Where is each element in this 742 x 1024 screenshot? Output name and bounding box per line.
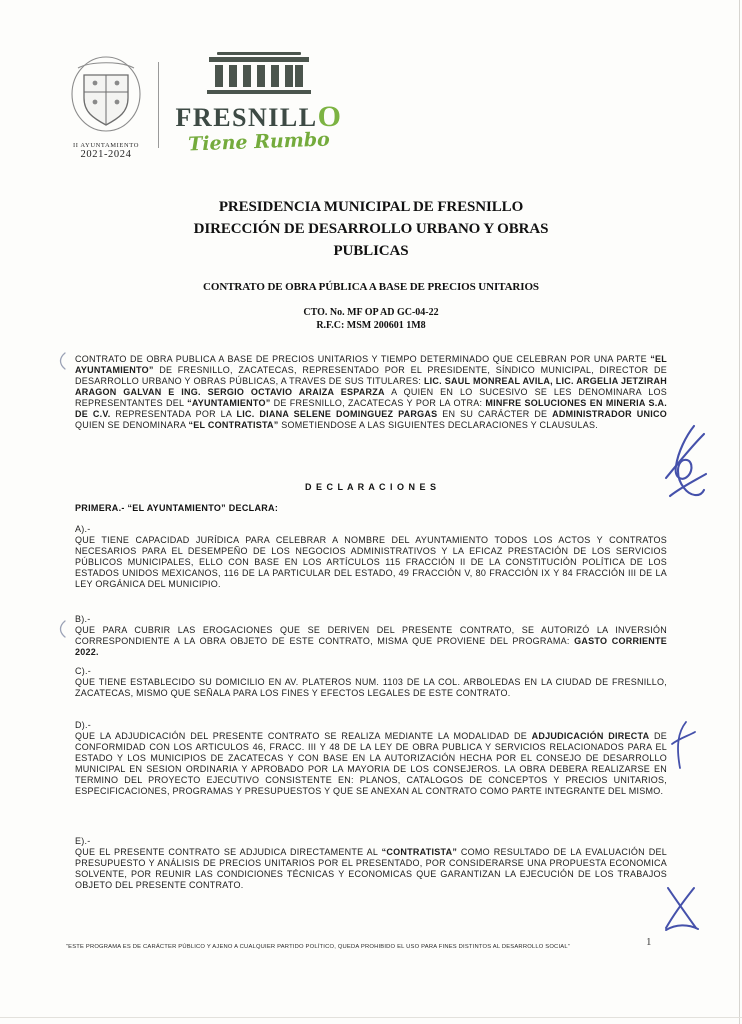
clause-b-text: QUE PARA CUBRIR LAS EROGACIONES QUE SE DERIVEN DEL PRESENTE CONTRATO, SE AUTORIZÓ LA INVERSIÓN CORRESPONDIENTE A LA OBRA OBJETO DE ESTE CONTRATO, MISMA QUE PROVIENE DEL PROGRAMA: GASTO CORRIENTE 2022. [75, 625, 668, 657]
title-line-1: PRESIDENCIA MUNICIPAL DE FRESNILLO [218, 199, 524, 215]
page-number: 1 [646, 936, 652, 948]
scan-edge-artifact [0, 1017, 742, 1018]
fresnillo-wordmark-main: FRESNILL [175, 103, 318, 132]
clause-e-text: QUE EL PRESENTE CONTRATO SE ADJUDICA DIRECTAMENTE AL “CONTRATISTA” COMO RESULTADO DE LA EVALUACIÓN DEL PRESUPUESTO Y ANÁLISIS DE PRECIOS UNITARIOS POR EL PRESENTADO, POR CONSIDERARSE UNA PROPUESTA ECONOMICA SOLVENTE, POR REUNIR LAS CONDICIONES TÉCNICAS Y ECONOMICAS QUE GARANTIZAN LA EJECUCIÓN DE LOS TRABAJOS OBJETO DEL PRESENTE CONTRATO. [75, 847, 668, 890]
title-line-3: PUBLICAS [333, 243, 409, 259]
clause-e [75, 836, 667, 891]
clause-b-label: B).- [75, 614, 91, 624]
clause-c-label: C).- [75, 666, 91, 676]
clause-d-text: QUE LA ADJUDICACIÓN DEL PRESENTE CONTRATO SE REALIZA MEDIANTE LA MODALIDAD DE ADJUDICACIÓN DIRECTA DE CONFORMIDAD CON LOS ARTICULOS 46, FRACC. III Y 48 DE LA LEY DE OBRA PUBLICA Y SERVICIOS RELACIONADOS PARA EL ESTADO Y LOS MUNICIPIOS DE ZACATECAS Y CON BASE EN LA AUTORIZACIÓN HECHA POR EL CONSEJO DE DESARROLLO MUNICIPAL EN SESION ORDINARIA Y APROBADO POR LA MAYORIA DE LOS CONSEJEROS. LA OBRA DEBERA REALIZARSE EN TERMINO DEL PROYECTO EJECUTIVO CONSISTENTE EN: PLANOS, CATALOGOS DE CONCEPTOS Y PRECIOS UNITARIOS, ESPECIFICACIONES, PROGRAMAS Y PRESUPUESTOS Y QUE SE ANEXAN AL CONTRATO COMO PARTE INTEGRANTE DEL MISMO. [75, 731, 667, 796]
clause-a-text: QUE TIENE CAPACIDAD JURÍDICA PARA CELEBRAR A NOMBRE DEL AYUNTAMIENTO TODOS LOS ACTOS Y CONTRATOS NECESARIOS PARA EL DESEMPEÑO DE LOS NEGOCIOS ADMINISTRATIVOS Y LA EFICAZ PRESTACIÓN DE LOS SERVICIOS PÚBLICOS MUNICIPALES, ELLO CON BASE EN LOS ARTÍCULOS 115 FRACCIÓN II DE LA CONSTITUCIÓN POLÍTICA DE LOS ESTADOS UNIDOS MEXICANOS, 116 DE LA PARTICULAR DEL ESTADO, 49 FRACCIÓN V, 80 FRACCIÓN IX Y 84 FRACCIÓN III DE LA LEY ORGÁNICA DEL MUNICIPIO. [75, 535, 667, 589]
contract-subtitle: CONTRATO DE OBRA PÚBLICA A BASE DE PRECIOS UNITARIOS [203, 281, 539, 293]
clause-d [75, 720, 667, 797]
clause-d-label: D).- [75, 720, 91, 730]
fresnillo-logo [170, 52, 348, 156]
fresnillo-wordmark [170, 100, 348, 133]
fresnillo-tagline: Tiene Rumbo [187, 128, 331, 156]
shield-icon [69, 56, 143, 134]
document-title [0, 196, 742, 262]
pen-parenthesis-mark-icon [56, 619, 68, 639]
footer-disclaimer: “ESTE PROGRAMA ES DE CARÁCTER PÚBLICO Y AJENO A CUALQUIER PARTIDO POLÍTICO, QUEDA PROHIBIDO EL USO PARA FINES DISTINTOS AL DESARROLLO SOCIAL” [66, 944, 570, 950]
contract-rfc: R.F.C: MSM 200601 1M8 [316, 320, 426, 331]
primera-heading: PRIMERA.- “EL AYUNTAMIENTO” DECLARA: [75, 503, 279, 513]
contract-number: CTO. No. MF OP AD GC-04-22 [303, 307, 439, 318]
intro-paragraph: CONTRATO DE OBRA PUBLICA A BASE DE PRECIOS UNITARIOS Y TIEMPO DETERMINADO QUE CELEBRAN POR UNA PARTE “EL AYUNTAMIENTO” DE FRESNILLO, ZACATECAS, REPRESENTADO POR EL PRESIDENTE, SÍNDICO MUNICIPAL, DIRECTOR DE DESARROLLO URBANO Y OBRAS PÚBLICAS, A TRAVES DE SUS TITULARES: LIC. SAUL MONREAL AVILA, LIC. ARGELIA JETZIRAH ARAGON GALVAN E ING. SERGIO OCTAVIO ARAIZA ESPARZA A QUIEN EN LO SUCESIVO SE LES DENOMINARA LOS REPRESENTANTES DEL “AYUNTAMIENTO” DE FRESNILLO, ZACATECAS Y POR LA OTRA: MINFRE SOLUCIONES EN MINERIA S.A. DE C.V. REPRESENTADA POR LA LIC. DIANA SELENE DOMINGUEZ PARGAS EN SU CARÁCTER DE ADMINISTRADOR UNICO QUIEN SE DENOMINARA “EL CONTRATISTA” SOMETIENDOSE A LAS SIGUIENTES DECLARACIONES Y CLAUSULAS. [75, 354, 667, 430]
clause-c [75, 666, 667, 699]
signature-rubric-icon [660, 422, 712, 510]
coat-of-arms-logo [60, 56, 152, 160]
scan-edge-artifact [739, 0, 740, 1024]
clause-b [75, 614, 667, 658]
contract-references [0, 306, 742, 332]
ink-cross-mark-icon [658, 884, 704, 934]
pen-parenthesis-mark-icon [56, 351, 68, 371]
ink-flourish-icon [668, 720, 698, 772]
declaraciones-heading: D E C L A R A C I O N E S [304, 482, 437, 492]
logo-divider [158, 62, 159, 148]
ayuntamiento-years: 2021-2024 [80, 149, 132, 160]
ayuntamiento-label: II AYUNTAMIENTO [72, 142, 140, 149]
clause-a [75, 524, 667, 590]
clause-a-label: A).- [75, 524, 91, 534]
fresnillo-wordmark-o: O [317, 100, 343, 133]
portico-building-icon [207, 52, 311, 96]
clause-e-label: E).- [75, 836, 91, 846]
title-line-2: DIRECCIÓN DE DESARROLLO URBANO Y OBRAS [193, 221, 549, 237]
clause-c-text: QUE TIENE ESTABLECIDO SU DOMICILIO EN AV. PLATEROS NUM. 1103 DE LA COL. ARBOLEDAS EN LA CIUDAD DE FRESNILLO, ZACATECAS, MISMO QUE SEÑALA PARA LOS FINES Y EFECTOS LEGALES DE ESTE CONTRATO. [75, 677, 667, 698]
